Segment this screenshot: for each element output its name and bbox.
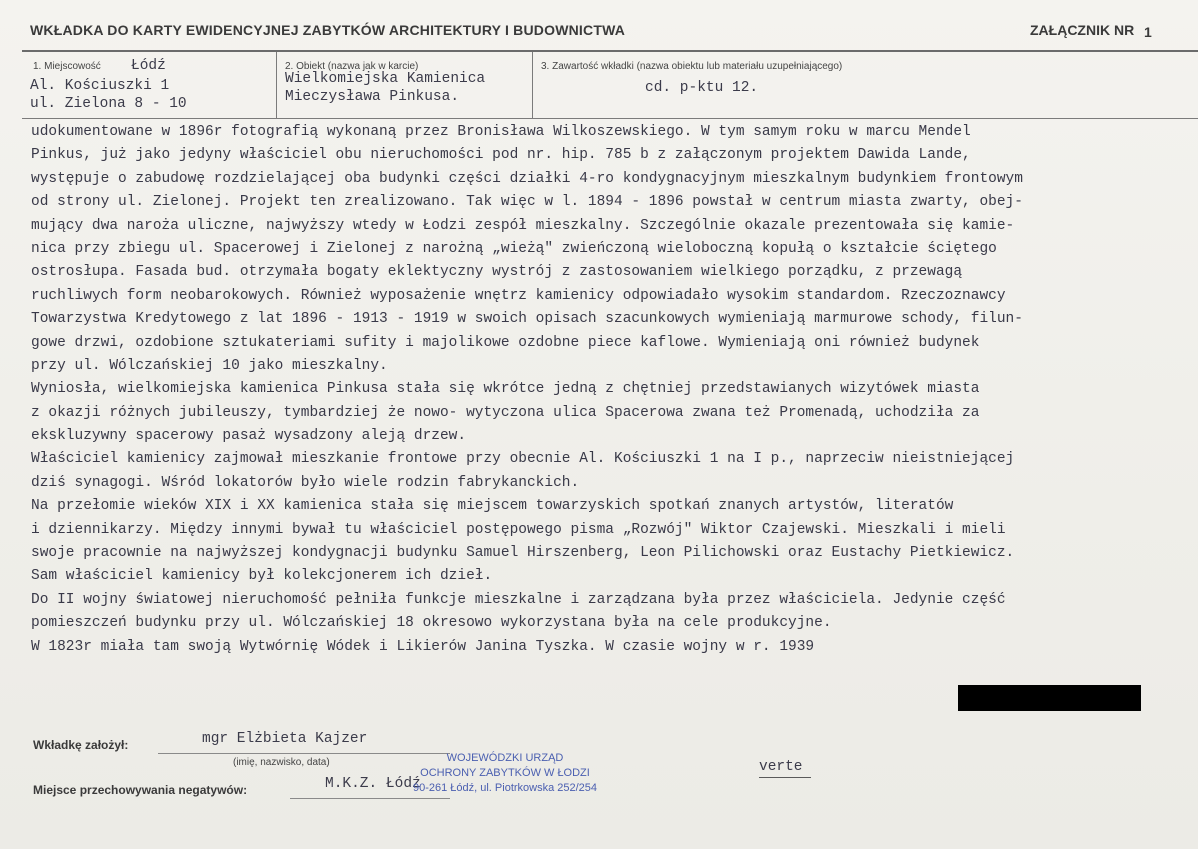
locality-value: Łódź: [131, 58, 166, 74]
verte-note: verte: [759, 759, 803, 775]
body-line: Właściciel kamienicy zajmował mieszkanie frontowe przy obecnie Al. Kościuszki 1 na I p., naprzeciw nieistniejącej: [31, 451, 1015, 468]
body-line: Sam właściciel kamienicy był kolekcjonerem ich dzieł.: [31, 568, 493, 585]
card-title: WKŁADKA DO KARTY EWIDENCYJNEJ ZABYTKÓW ARCHITEKTURY I BUDOWNICTWA: [30, 22, 626, 38]
body-line: ruchliwych form neobarokowych. Również wyposażenie wnętrz kamienicy odpowiadało wysokim standardom. Rzeczoznawcy: [31, 287, 1006, 304]
body-line: ostrosłupa. Fasada bud. otrzymała bogaty eklektyczny wystrój z zastosowaniem wielkiego porządku, z przewagą: [31, 264, 963, 281]
body-line: nica przy zbiegu ul. Spacerowej i Zielonej z narożną „wieżą" zwieńczoną wieloboczną kopułą o kształcie ściętego: [31, 240, 997, 257]
column-divider: [276, 52, 277, 118]
redaction-bar: [958, 685, 1141, 711]
negatives-value: M.K.Z. Łódź: [325, 776, 421, 792]
body-text: [31, 121, 1196, 659]
insert-hint: (imię, nazwisko, data): [233, 757, 330, 768]
annex-label: ZAŁĄCZNIK NR: [1030, 22, 1135, 38]
object-label: 2. Obiekt (nazwa jak w karcie): [285, 61, 419, 72]
body-line: gowe drzwi, ozdobione sztukateriami sufity i majolikowe ozdobne piece kaflowe. Wymieniają oni również budynek: [31, 334, 980, 351]
body-line: swoje pracownie na najwyższej kondygnacji budynku Samuel Hirszenberg, Leon Pilichowski oraz Eustachy Pietkiewicz.: [31, 545, 1015, 562]
verte-underline: [759, 777, 811, 778]
office-stamp: [400, 752, 610, 796]
stamp-line-2: OCHRONY ZABYTKÓW W ŁODZI: [420, 767, 590, 779]
object-line-2: Mieczysława Pinkusa.: [285, 89, 460, 105]
body-line: i dziennikarzy. Między innymi bywał tu właściciel postępowego pisma „Rozwój" Wiktor Czajewski. Mieszkali i mieli: [31, 521, 1006, 538]
address-line-1: Al. Kościuszki 1: [30, 78, 170, 94]
body-line: Towarzystwa Kredytowego z lat 1896 - 1913 - 1919 w swoich opisach szacunkowych wymieniają marmurowe schody, filun-: [31, 311, 1023, 328]
address-line-2: ul. Zielona 8 - 10: [30, 96, 187, 112]
stamp-line-3: 90-261 Łódź, ul. Piotrkowska 252/254: [412, 782, 598, 794]
fields-rule: [22, 118, 1198, 119]
body-line: ekskluzywny spacerowy pasaż wysadzony aleją drzew.: [31, 428, 467, 445]
contents-value: cd. p-ktu 12.: [645, 80, 759, 96]
body-line: Wyniosła, wielkomiejska kamienica Pinkusa stała się wkrótce jedną z chętniej przedstawianych wizytówek miasta: [31, 381, 980, 398]
stamp-line-1: WOJEWÓDZKI URZĄD: [446, 752, 564, 764]
header-rule: [22, 50, 1198, 52]
body-line: pomieszczeń budynku przy ul. Wólczańskiej 18 okresowo wykorzystana była na cele produkcyjne.: [31, 615, 832, 632]
column-divider: [532, 52, 533, 118]
body-line: występuje o zabudowę rozdzielającej oba budynki części działki 4-ro kondygnacyjnym mieszkalnym budynkiem frontowym: [31, 170, 1023, 187]
negatives-underline: [290, 798, 450, 799]
negatives-label: Miejsce przechowywania negatywów:: [33, 783, 248, 797]
body-line: dziś synagogi. Wśród lokatorów było wiele rodzin fabrykanckich.: [31, 474, 580, 491]
body-line: W 1823r miała tam swoją Wytwórnię Wódek i Likierów Janina Tyszka. W czasie wojny w r. 1939: [31, 638, 815, 655]
insert-label: Wkładkę założył:: [33, 738, 129, 752]
body-line: Pinkus, już jako jedyny właściciel obu nieruchomości pod nr. hip. 785 b z załączonym projektem Dawida Lande,: [31, 147, 971, 164]
annex-number: 1: [1144, 24, 1152, 40]
contents-label: 3. Zawartość wkładki (nazwa obiektu lub materiału uzupełniającego): [541, 61, 843, 72]
body-line: Na przełomie wieków XIX i XX kamienica stała się miejscem towarzyskich spotkań znanych artystów, literatów: [31, 498, 954, 515]
body-line: udokumentowane w 1896r fotografią wykonaną przez Bronisława Wilkoszewskiego. W tym samym roku w marcu Mendel: [31, 124, 971, 140]
body-line: przy ul. Wólczańskiej 10 jako mieszkalny.: [31, 357, 388, 374]
body-line: Do II wojny światowej nieruchomość pełniła funkcje mieszkalne i zarządzana była przez właściciela. Jedynie część: [31, 591, 1006, 608]
insert-value: mgr Elżbieta Kajzer: [202, 731, 368, 747]
body-line: z okazji różnych jubileuszy, tymbardziej że nowo- wytyczona ulica Spacerowa zwana też Promenadą, uchodziła za: [31, 404, 980, 421]
locality-label: 1. Miejscowość: [33, 61, 101, 72]
object-line-1: Wielkomiejska Kamienica: [285, 71, 486, 87]
body-line: od strony ul. Zielonej. Projekt ten zrealizowano. Tak więc w l. 1894 - 1896 powstał w centrum miasta zwarty, obej-: [31, 194, 1023, 211]
body-line: mujący dwa naroża uliczne, najwyższy wtedy w Łodzi zespół mieszkalny. Szczególnie okazale prezentowała się kamie-: [31, 217, 1015, 234]
